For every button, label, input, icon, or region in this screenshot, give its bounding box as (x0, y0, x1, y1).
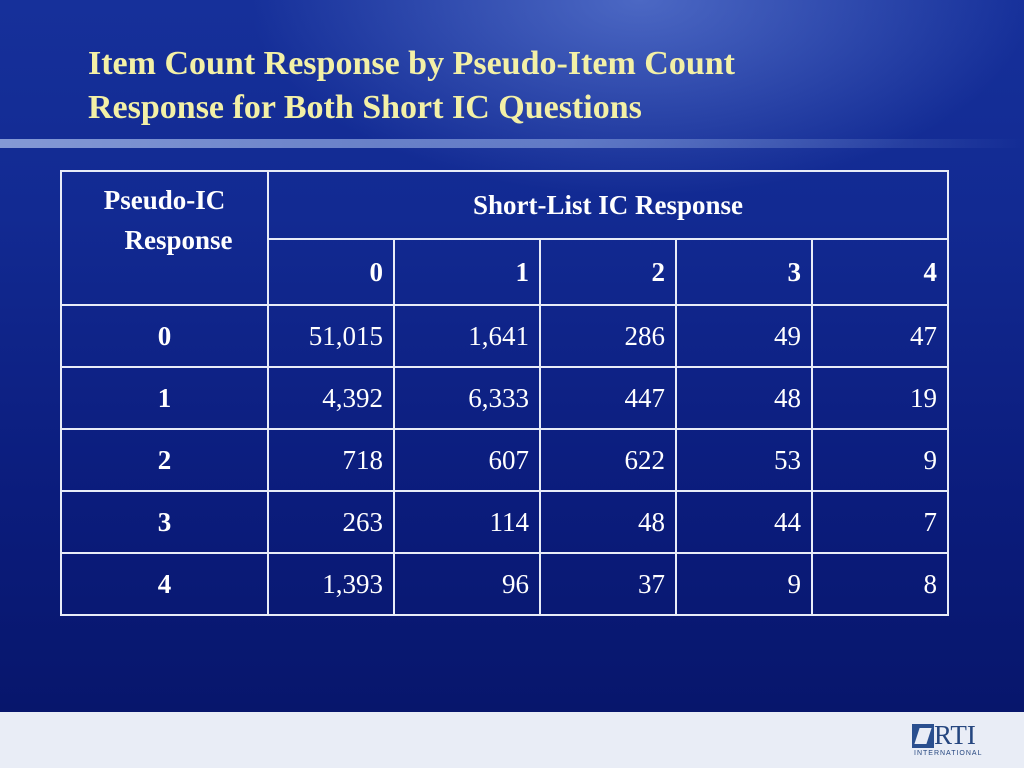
table-cell: 8 (812, 553, 948, 615)
slide-title-line-2: Response for Both Short IC Questions (88, 89, 642, 126)
row-label: 0 (61, 305, 268, 367)
rti-logo-subtext: INTERNATIONAL (914, 750, 983, 757)
table-cell: 7 (812, 491, 948, 553)
rti-logo (912, 722, 1002, 762)
rti-logo-mark-icon (912, 724, 934, 748)
table-cell: 622 (540, 429, 676, 491)
table-row (61, 305, 948, 367)
column-header-2: 2 (540, 239, 676, 305)
table-row (61, 553, 948, 615)
table-cell: 447 (540, 367, 676, 429)
table-cell: 48 (540, 491, 676, 553)
table-cell: 718 (268, 429, 394, 491)
row-label: 1 (61, 367, 268, 429)
table-cell: 44 (676, 491, 812, 553)
table-cell: 48 (676, 367, 812, 429)
table-cell: 114 (394, 491, 540, 553)
table-cell: 263 (268, 491, 394, 553)
table-cell: 19 (812, 367, 948, 429)
row-label: 3 (61, 491, 268, 553)
table-cell: 286 (540, 305, 676, 367)
rti-logo-text: RTI (934, 720, 976, 750)
table-cell: 607 (394, 429, 540, 491)
row-label: 4 (61, 553, 268, 615)
column-header-0: 0 (268, 239, 394, 305)
table-row (61, 429, 948, 491)
table-cell: 47 (812, 305, 948, 367)
slide-title (88, 42, 948, 130)
table-row (61, 367, 948, 429)
table-cell: 1,641 (394, 305, 540, 367)
title-divider (0, 139, 1024, 148)
table-cell: 53 (676, 429, 812, 491)
table-cell: 9 (812, 429, 948, 491)
slide-title-line-1: Item Count Response by Pseudo-Item Count (88, 45, 735, 82)
footer-bar (0, 712, 1024, 768)
row-header-line-1: Pseudo-IC (103, 185, 226, 215)
table-cell: 6,333 (394, 367, 540, 429)
row-header-cell (61, 171, 268, 305)
table-cell: 49 (676, 305, 812, 367)
table-row (61, 491, 948, 553)
row-label: 2 (61, 429, 268, 491)
column-header-4: 4 (812, 239, 948, 305)
table-cell: 1,393 (268, 553, 394, 615)
table-header-row-1 (61, 171, 948, 239)
table-cell: 9 (676, 553, 812, 615)
column-group-header: Short-List IC Response (268, 171, 948, 239)
response-table (60, 170, 949, 616)
row-header-line-2: Response (124, 225, 233, 255)
table-cell: 37 (540, 553, 676, 615)
column-header-1: 1 (394, 239, 540, 305)
column-header-3: 3 (676, 239, 812, 305)
table-cell: 51,015 (268, 305, 394, 367)
table-cell: 96 (394, 553, 540, 615)
table-cell: 4,392 (268, 367, 394, 429)
